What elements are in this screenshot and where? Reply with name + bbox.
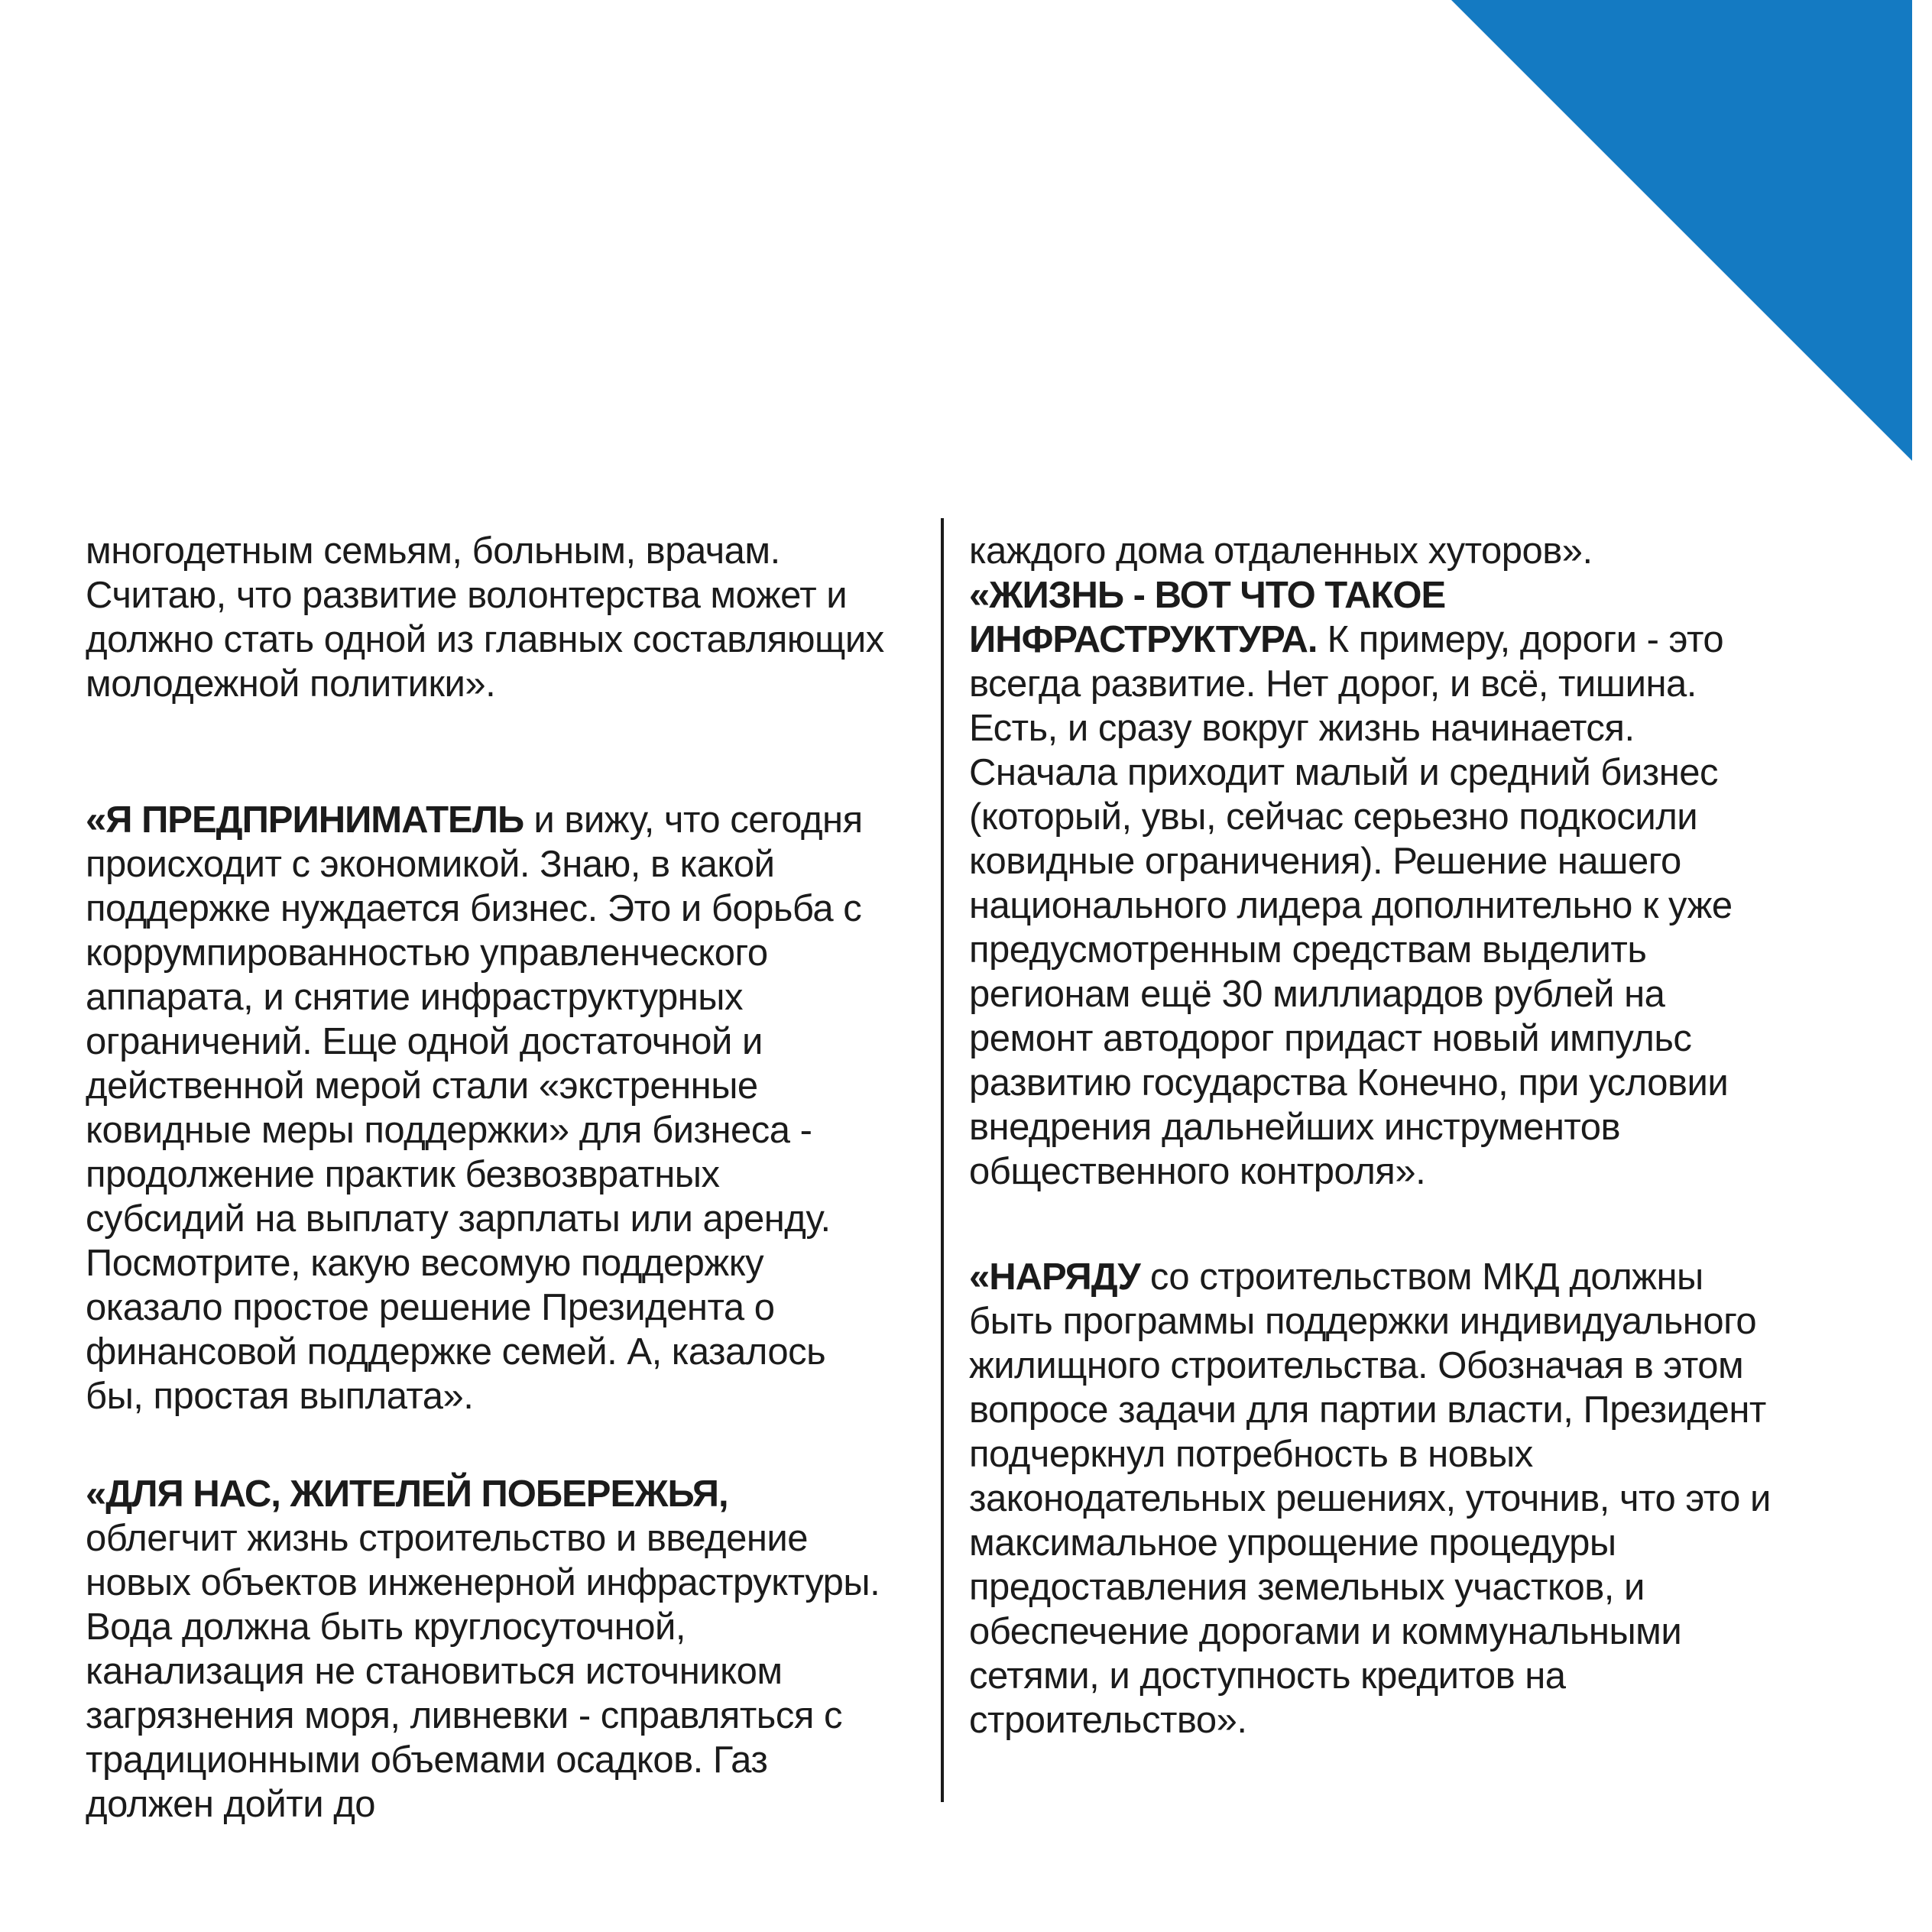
paragraph bbox=[969, 1255, 1779, 1742]
corner-accent-triangle bbox=[1451, 0, 1912, 461]
paragraph-text: каждого дома отдаленных хуторов». bbox=[969, 530, 1593, 572]
paragraph bbox=[86, 1472, 888, 1827]
paragraph-text: К примеру, дороги - это всегда развитие. Нет дорог, и всё, тишина. Есть, и сразу вокруг жизнь начинается. Сначала приходит малый и средний бизнес (который, увы, сейчас серьезно подкосили ковидные ограничения). Решение нашего национального лидера дополнительно к уже предусмотренным средствам выделить регионам ещё 30 миллиардов рублей на ремонт автодорог придаст новый импульс развитию государства Конечно, при условии внедрения дальнейших инструментов общественного контроля». bbox=[969, 619, 1733, 1192]
paragraph-text: и вижу, что сегодня происходит с экономикой. Знаю, в какой поддержке нуждается бизнес. Это и борьба с коррумпированностью управленческого аппарата, и снятие инфраструктурных ограничений. Еще одной достаточной и действенной мерой стали «экстренные ковидные меры поддержки» для бизнеса - продолжение практик безвозвратных субсидий на выплату зарплаты или аренду. Посмотрите, какую весомую поддержку оказало простое решение Президента о финансовой поддержке семей. А, казалось бы, простая выплата». bbox=[86, 799, 863, 1417]
paragraph bbox=[86, 529, 888, 706]
paragraph bbox=[86, 798, 888, 1418]
article-column-right bbox=[969, 529, 1779, 1742]
paragraph-text: со строительством МКД должны быть программы поддержки индивидуального жилищного строительства. Обозначая в этом вопросе задачи для партии власти, Президент подчеркнул потребность в новых законодательных решениях, уточнив, что это и максимальное упрощение процедуры предоставления земельных участков, и обеспечение дорогами и коммунальными сетями, и доступность кредитов на строительство». bbox=[969, 1256, 1771, 1741]
paragraph-text: облегчит жизнь строительство и введение новых объектов инженерной инфраструктуры. Вода должна быть круглосуточной, канализация не становиться источником загрязнения моря, ливневки - справляться с традиционными объемами осадков. Газ должен дойти до bbox=[86, 1518, 880, 1825]
paragraph-lead: «НАРЯДУ bbox=[969, 1256, 1140, 1298]
column-divider-rule bbox=[941, 518, 944, 1802]
paragraph bbox=[969, 573, 1779, 1194]
article-column-left bbox=[86, 529, 888, 1827]
paragraph-lead: «ЖИЗНЬ - ВОТ ЧТО ТАКОЕ ИНФРАСТРУКТУРА. bbox=[969, 575, 1446, 660]
paragraph-lead: «ДЛЯ НАС, ЖИТЕЛЕЙ ПОБЕРЕЖЬЯ, bbox=[86, 1473, 728, 1515]
paragraph bbox=[969, 529, 1779, 573]
paragraph-text: многодетным семьям, больным, врачам. Считаю, что развитие волонтерства может и должно стать одной из главных составляющих молодежной политики». bbox=[86, 530, 884, 705]
paragraph-lead: «Я ПРЕДПРИНИМАТЕЛЬ bbox=[86, 799, 524, 841]
